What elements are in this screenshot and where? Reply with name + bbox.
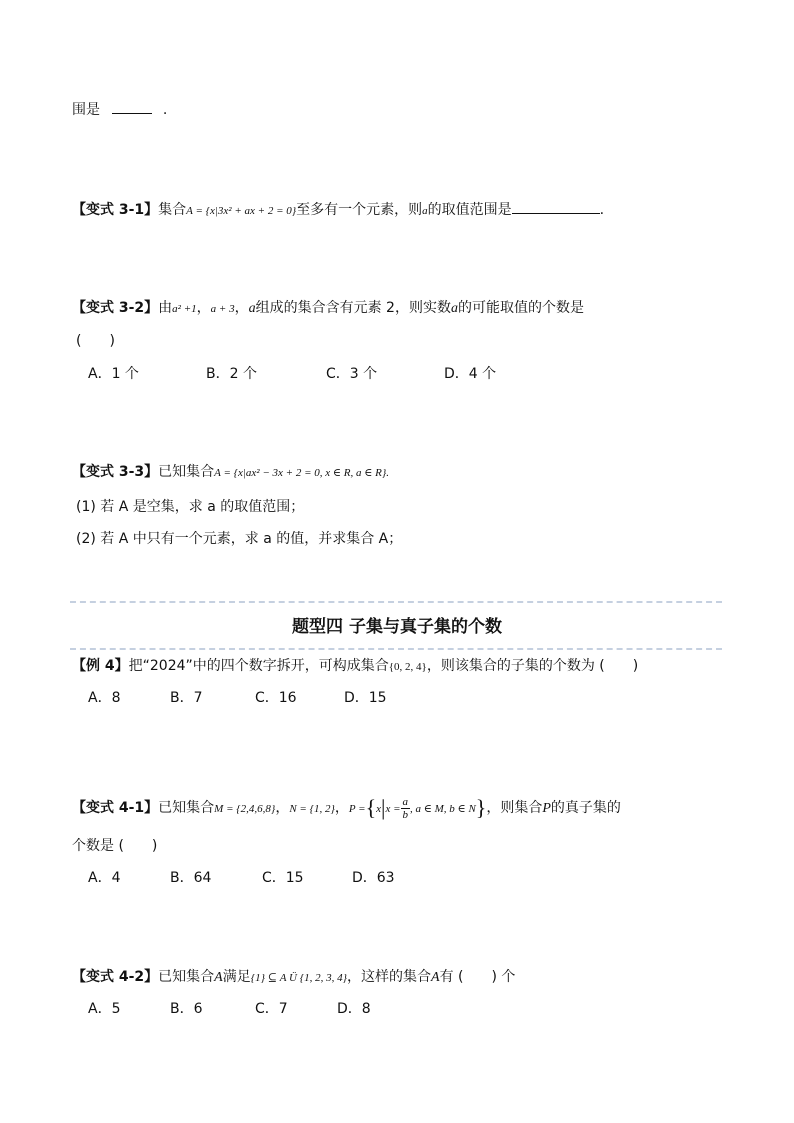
option-a[interactable]: A．4 [88,870,121,886]
v42-text1: 已知集合 [158,969,215,985]
option-c[interactable]: C．7 [255,1001,288,1017]
section-divider-top [70,601,722,603]
option-a[interactable]: A．5 [88,1001,121,1017]
v41-setP-lhs: P = [348,803,366,815]
v31-var: a [422,205,428,217]
right-brace-icon: } [475,795,487,820]
v41-text3: 的真子集的 [550,800,621,816]
variant-4-1 [72,794,621,823]
option-a[interactable]: A．1 个 [88,366,139,382]
option-c[interactable]: C．3 个 [326,366,378,382]
v32-sep1: ， [196,300,211,316]
v33-text1: 已知集合 [158,464,215,480]
variant-3-1 [72,200,604,221]
option-d[interactable]: D．15 [344,690,387,706]
v41-setM: M = {2,4,6,8} [214,803,276,815]
v41-sep2: ， [334,800,349,816]
v31-suffix: . [599,202,605,218]
v31-text3: 的取值范围是 [427,202,512,218]
option-b[interactable]: B．64 [170,870,212,886]
v32-var2: a [450,301,458,316]
variant-3-3 [72,462,389,483]
q0-suffix: . [162,102,168,118]
frac-numerator: a [402,795,408,808]
v32-text2: 组成的集合含有元素 2，则实数 [255,300,451,316]
v32-expr1: a² +1 [172,303,197,315]
v32-expr2: a + 3 [210,303,235,315]
option-c[interactable]: C．16 [255,690,297,706]
v31-set: A = {x|3x² + ax + 2 = 0} [186,205,297,217]
v32-text1: 由 [158,300,173,316]
variant-tag: 【变式 4-2】 [72,969,159,985]
v33-part1: (1) 若 A 是空集，求 a 的取值范围； [76,499,305,515]
v33-set: A = {x|ax² − 3x + 2 = 0, x ∈ R, a ∈ R}. [214,467,390,479]
ex4-set: {0, 2, 4} [388,661,427,673]
q0-line [72,100,167,120]
answer-blank [512,201,600,214]
v41-sep1: ， [275,800,290,816]
option-d[interactable]: D．8 [337,1001,371,1017]
v41-text2: ，则集合 [486,800,543,816]
v41-setP-x: x [376,803,382,815]
option-d[interactable]: D．4 个 [444,366,497,382]
variant-3-2 [72,298,584,319]
example-4 [72,656,638,677]
v31-text2: 至多有一个元素，则 [296,202,423,218]
v42-var2: A [431,970,440,985]
v32-paren: ( ) [76,333,115,349]
option-d[interactable]: D．63 [352,870,395,886]
ex4-text1: 把“2024”中的四个数字拆开，可构成集合 [128,658,389,674]
frac-denominator: b [402,808,408,821]
v33-part2: (2) 若 A 中只有一个元素，求 a 的值，并求集合 A； [76,531,403,547]
variant-tag: 【变式 4-1】 [72,800,159,816]
option-b[interactable]: B．6 [170,1001,203,1017]
option-a[interactable]: A．8 [88,690,121,706]
v42-text2: 满足 [222,969,251,985]
v42-relation: {1} ⊆ A Ü {1, 2, 3, 4} [250,972,348,984]
v42-text3: ，这样的集合 [347,969,432,985]
vertical-bar-icon: | [381,795,386,820]
option-b[interactable]: B．2 个 [206,366,257,382]
v42-var: A [214,970,223,985]
v32-text3: 的可能取值的个数是 [457,300,584,316]
variant-tag: 【变式 3-1】 [72,202,159,218]
left-brace-icon: { [365,795,377,820]
v42-text4: 有 ( ) 个 [439,969,516,985]
variant-tag: 【变式 3-3】 [72,464,159,480]
v41-text1: 已知集合 [158,800,215,816]
q0-prefix: 围是 [72,102,100,118]
answer-blank [112,101,152,114]
option-c[interactable]: C．15 [262,870,304,886]
v31-text1: 集合 [158,202,187,218]
variant-tag: 【变式 3-2】 [72,300,159,316]
section-divider-bottom [70,648,722,650]
v32-var: a [248,301,256,316]
section-title: 题型四 子集与真子集的个数 [292,617,502,637]
v32-sep2: ， [234,300,249,316]
v41-setN: N = {1, 2} [289,803,335,815]
option-b[interactable]: B．7 [170,690,203,706]
ex4-text2: ，则该集合的子集的个数为 ( ) [426,658,639,674]
fraction-a-over-b [401,796,411,821]
v41-var: P [542,801,551,816]
variant-4-2 [72,967,515,988]
v41-line2: 个数是 ( ) [72,838,158,854]
example-tag: 【例 4】 [72,658,129,674]
v41-setP-eq: x = [385,803,401,815]
v41-setP-cond: , a ∈ M, b ∈ N [410,803,476,815]
